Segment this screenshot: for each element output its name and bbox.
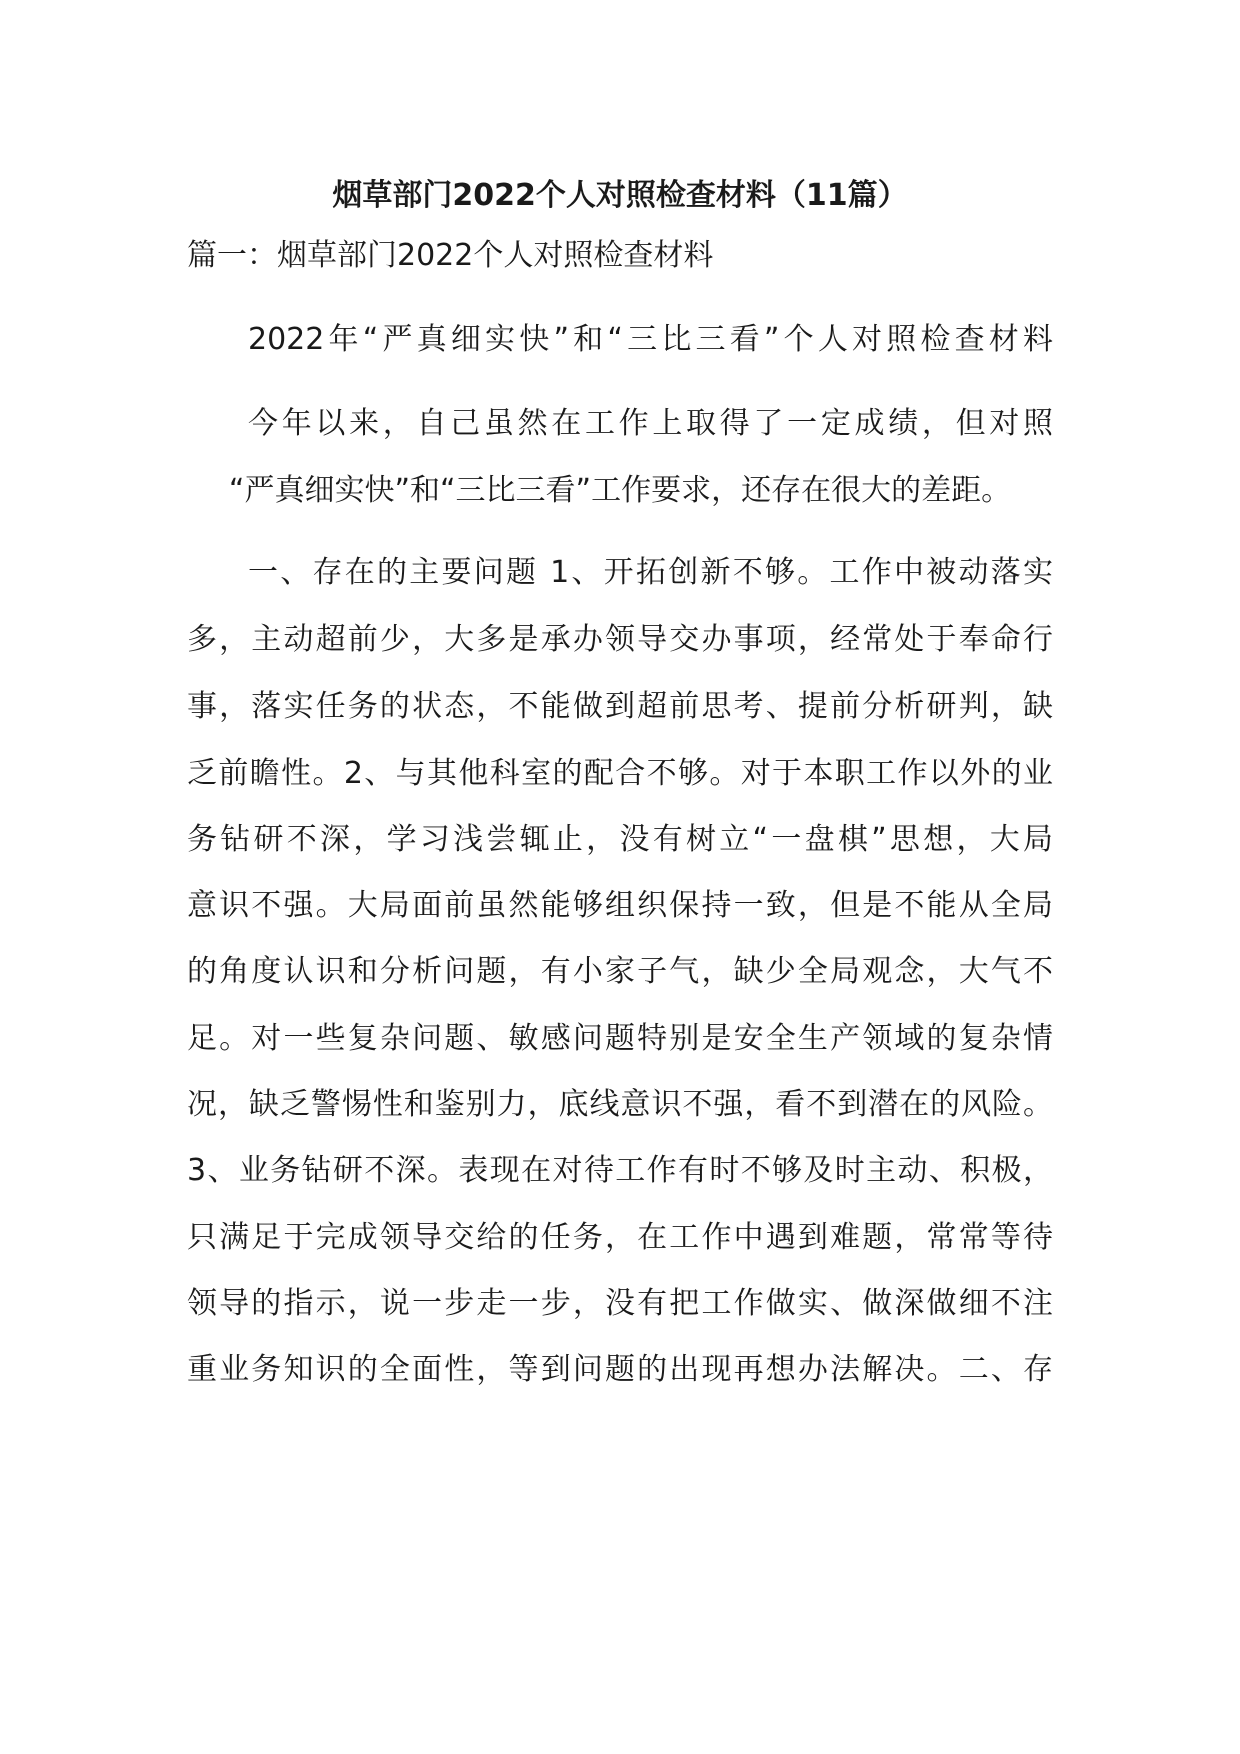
document-title: 烟草部门2022个人对照检查材料（11篇） xyxy=(332,178,908,213)
body-line: 乏前瞻性。2、与其他科室的配合不够。对于本职工作以外的业 xyxy=(187,756,1053,791)
body-line: 一、存在的主要问题 1、开拓创新不够。工作中被动落实 xyxy=(248,555,1053,590)
body-line: 意识不强。大局面前虽然能够组织保持一致，但是不能从全局 xyxy=(187,888,1053,923)
body-line: 足。对一些复杂问题、敏感问题特别是安全生产领域的复杂情 xyxy=(187,1021,1053,1056)
subtitle: 2022年“严真细实快”和“三比三看”个人对照检查材料 xyxy=(248,322,1053,357)
body-line: 多，主动超前少，大多是承办领导交办事项，经常处于奉命行 xyxy=(187,622,1053,657)
body-line: 重业务知识的全面性，等到问题的出现再想办法解决。二、存 xyxy=(187,1352,1053,1387)
body-line: 领导的指示，说一步走一步，没有把工作做实、做深做细不注 xyxy=(187,1286,1053,1321)
body-line: 的角度认识和分析问题，有小家子气，缺少全局观念，大气不 xyxy=(187,954,1053,989)
body-line: 务钻研不深，学习浅尝辄止，没有树立“一盘棋”思想，大局 xyxy=(187,822,1053,857)
body-line: 只满足于完成领导交给的任务，在工作中遇到难题，常常等待 xyxy=(187,1220,1053,1255)
section-heading: 篇一：烟草部门2022个人对照检查材料 xyxy=(187,238,714,273)
intro-line: “严真细实快”和“三比三看”工作要求，还存在很大的差距。 xyxy=(228,473,1012,508)
body-line: 况，缺乏警惕性和鉴别力，底线意识不强，看不到潜在的风险。 xyxy=(187,1087,1053,1122)
body-line: 3、业务钻研不深。表现在对待工作有时不够及时主动、积极， xyxy=(187,1153,1053,1188)
body-line: 事，落实任务的状态，不能做到超前思考、提前分析研判，缺 xyxy=(187,689,1053,724)
intro-line: 今年以来，自己虽然在工作上取得了一定成绩，但对照 xyxy=(248,406,1053,441)
